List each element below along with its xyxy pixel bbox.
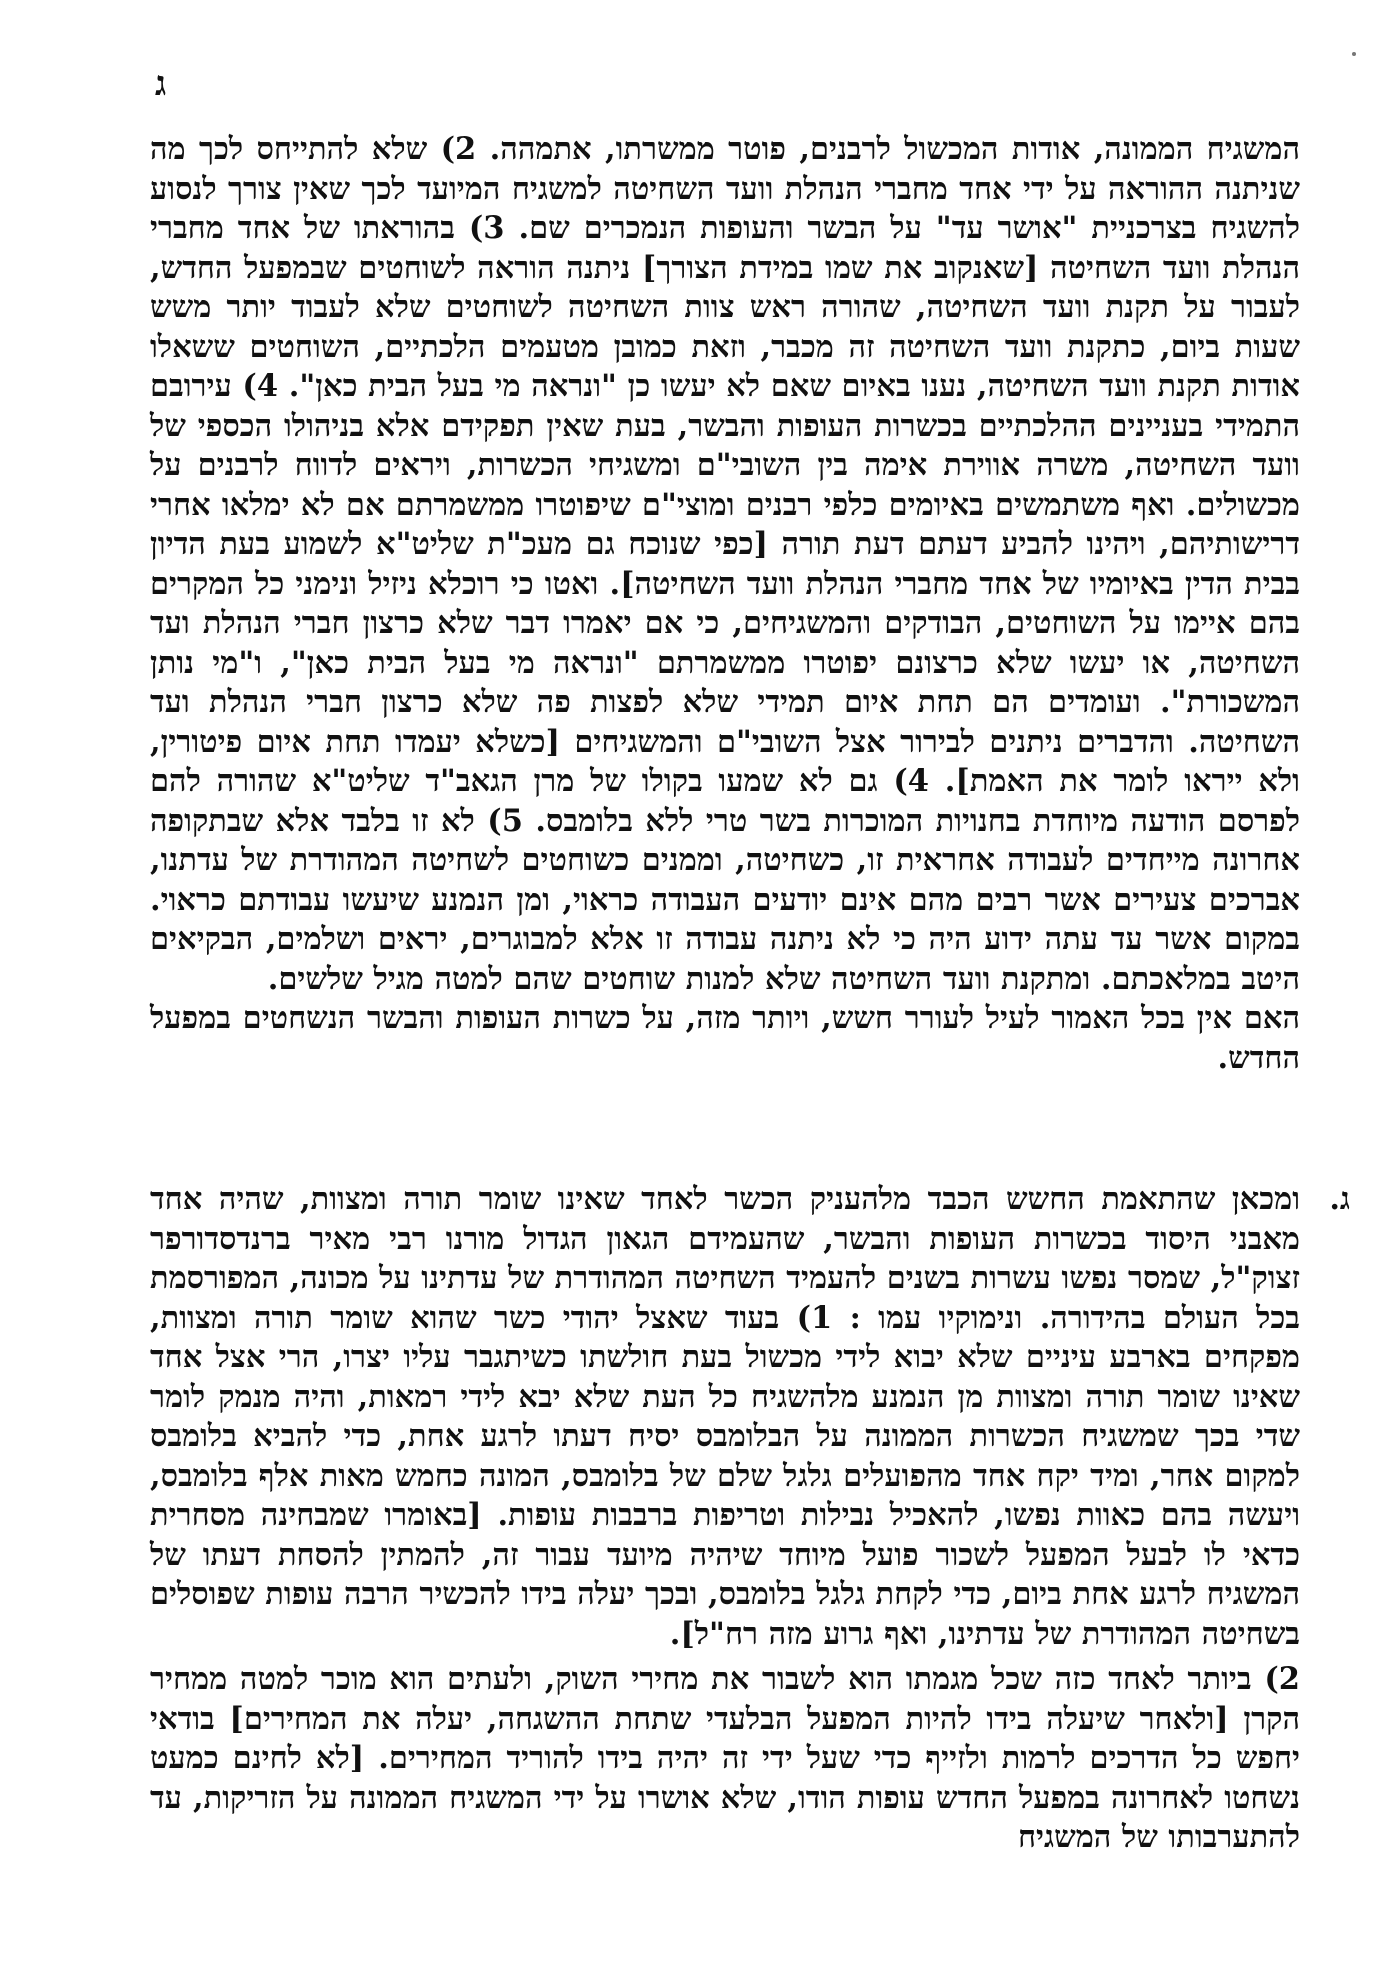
section-g-intro: ומכאן שהתאמת החשש הכבד מלהעניק הכשר לאחד שאינו שומר תורה ומצוות, שהיה אחד מאבני היסוד בכשרות העופות והבשר, שהעמידם הגאון הגדול מורנו רבי מאיר ברנדסדורפר זצוק"ל, שמסר נפשו עשרות בשנים להעמיד השחיטה המהודרת של עדתינו על מכונה, המפורסמת בכל העולם בהידורה. ונימוקיו עמו : 1) בעוד שאצל יהודי כשר שהוא שומר תורה ומצוות, מפקחים בארבע עיניים שלא יבוא לידי מכשול בעת חולשתו כשיתגבר עליו יצרו, הרי אצל אחד שאינו שומר תורה ומצוות מן הנמנע מלהשגיח כל העת שלא יבא לידי רמאות, והיה מנמק לומר שדי בכך שמשגיח הכשרות הממונה על הבלומבס יסיח דעתו לרגע אחת, כדי להביא בלומבס למקום אחר, ומיד יקח אחד מהפועלים גלגל שלם של בלומבס, המונה כחמש מאות אלף בלומבס, ויעשה בהם כאוות נפשו, להאכיל נבילות וטריפות ברבבות עופות. [באומרו שמבחינה מסחרית כדאי לו לבעל המפעל לשכור פועל מיוחד שיהיה מיועד עבור זה, להמתין להסחת דעתו של המשגיח לרגע אחת ביום, כדי לקחת גלגל בלומבס, ובכך יעלה בידו להכשיר הרבה עופות שפוסלים בשחיטה המהודרת של עדתינו, ואף גרוע מזה רח"ל]. [150,1181,1300,1652]
section-g-point-2: 2) ביותר לאחד כזה שכל מגמתו הוא לשבור את מחירי השוק, ולעתים הוא מוכר למטה ממחיר הקרן [ולאחר שיעלה בידו להיות המפעל הבלעדי שתחת ההשגחה, יעלה את המחירים] בודאי יחפש כל הדרכים לרמות ולזייף כדי שעל ידי זה יהיה בידו להוריד המחירים. [לא לחינם כמעט נשחטו לאחרונה במפעל החדש עופות הודו, שלא אושרו על ידי המשגיח הממונה על הזריקות, עד להתערבותו של המשגיח [150,1661,1300,1855]
section-marker: ג. [1329,1181,1350,1217]
paragraph-1-closing: האם אין בכל האמור לעיל לעורר חשש, ויותר מזה, על כשרות העופות והבשר הנשחטים במפעל החדש. [150,1000,1300,1076]
section-g-body [150,1180,1300,1858]
page-letter: ג [155,64,167,104]
scan-speck [1352,52,1356,56]
section-g [150,1180,1350,1858]
paragraph-1 [150,130,1300,1078]
paragraph-1-text: המשגיח הממונה, אודות המכשול לרבנים, פוטר ממשרתו, אתמהה. 2) שלא להתייחס לכך מה שניתנה ההוראה על ידי אחד מחברי הנהלת וועד השחיטה למשגיח המיועד לכך שאין צורך לנסוע להשגיח בצרכניית "אושר עד" על הבשר והעופות הנמכרים שם. 3) בהוראתו של אחד מחברי הנהלת וועד השחיטה [שאנקוב את שמו במידת הצורך] ניתנה הוראה לשוחטים שבמפעל החדש, לעבור על תקנת וועד השחיטה, שהורה ראש צוות השחיטה לשוחטים שלא לעבוד יותר משש שעות ביום, כתקנת וועד השחיטה זה מכבר, וזאת כמובן מטעמים הלכתיים, השוחטים ששאלו אודות תקנת וועד השחיטה, נענו באיום שאם לא יעשו כן "ונראה מי בעל הבית כאן". 4) עירובם התמידי בעניינים ההלכתיים בכשרות העופות והבשר, בעת שאין תפקידם אלא בניהולו הכספי של וועד השחיטה, משרה אווירת אימה בין השובי"ם ומשגיחי הכשרות, ויראים לדווח לרבנים על מכשולים. ואף משתמשים באיומים כלפי רבנים ומוצי"ם שיפוטרו ממשמרתם אם לא ימלאו אחרי דרישותיהם, ויהינו להביע דעתם דעת תורה [כפי שנוכח גם מעכ"ת שליט"א לשמוע בעת הדיון בבית הדין באיומיו של אחד מחברי הנהלת וועד השחיטה]. ואטו כי רוכלא ניזיל ונימני כל המקרים בהם איימו על השוחטים, הבודקים והמשגיחים, כי אם יאמרו דבר שלא כרצון חברי הנהלת ועד השחיטה, או יעשו שלא כרצונם יפוטרו ממשמרתם "ונראה מי בעל הבית כאן", ו"מי נותן המשכורת". ועומדים הם תחת איום תמידי שלא לפצות פה שלא כרצון חברי הנהלת ועד השחיטה. והדברים ניתנים לבירור אצל השובי"ם והמשגיחים [כשלא יעמדו תחת איום פיטורין, ולא ייראו לומר את האמת]. 4) גם לא שמעו בקולו של מרן הגאב"ד שליט"א שהורה להם לפרסם הודעה מיוחדת בחנויות המוכרות בשר טרי ללא בלומבס. 5) לא זו בלבד אלא שבתקופה אחרונה מייחדים לעבודה אחראית זו, כשחיטה, וממנים כשוחטים לשחיטה המהודרת של עדתנו, אברכים צעירים אשר רבים מהם אינם יודעים העבודה כראוי, ומן הנמנע שיעשו עבודתם כראוי. במקום אשר עד עתה ידוע היה כי לא ניתנה עבודה זו אלא למבוגרים, יראים ושלמים, הבקיאים היטב במלאכתם. ומתקנת וועד השחיטה שלא למנות שוחטים שהם למטה מגיל שלשים. [150,131,1301,997]
